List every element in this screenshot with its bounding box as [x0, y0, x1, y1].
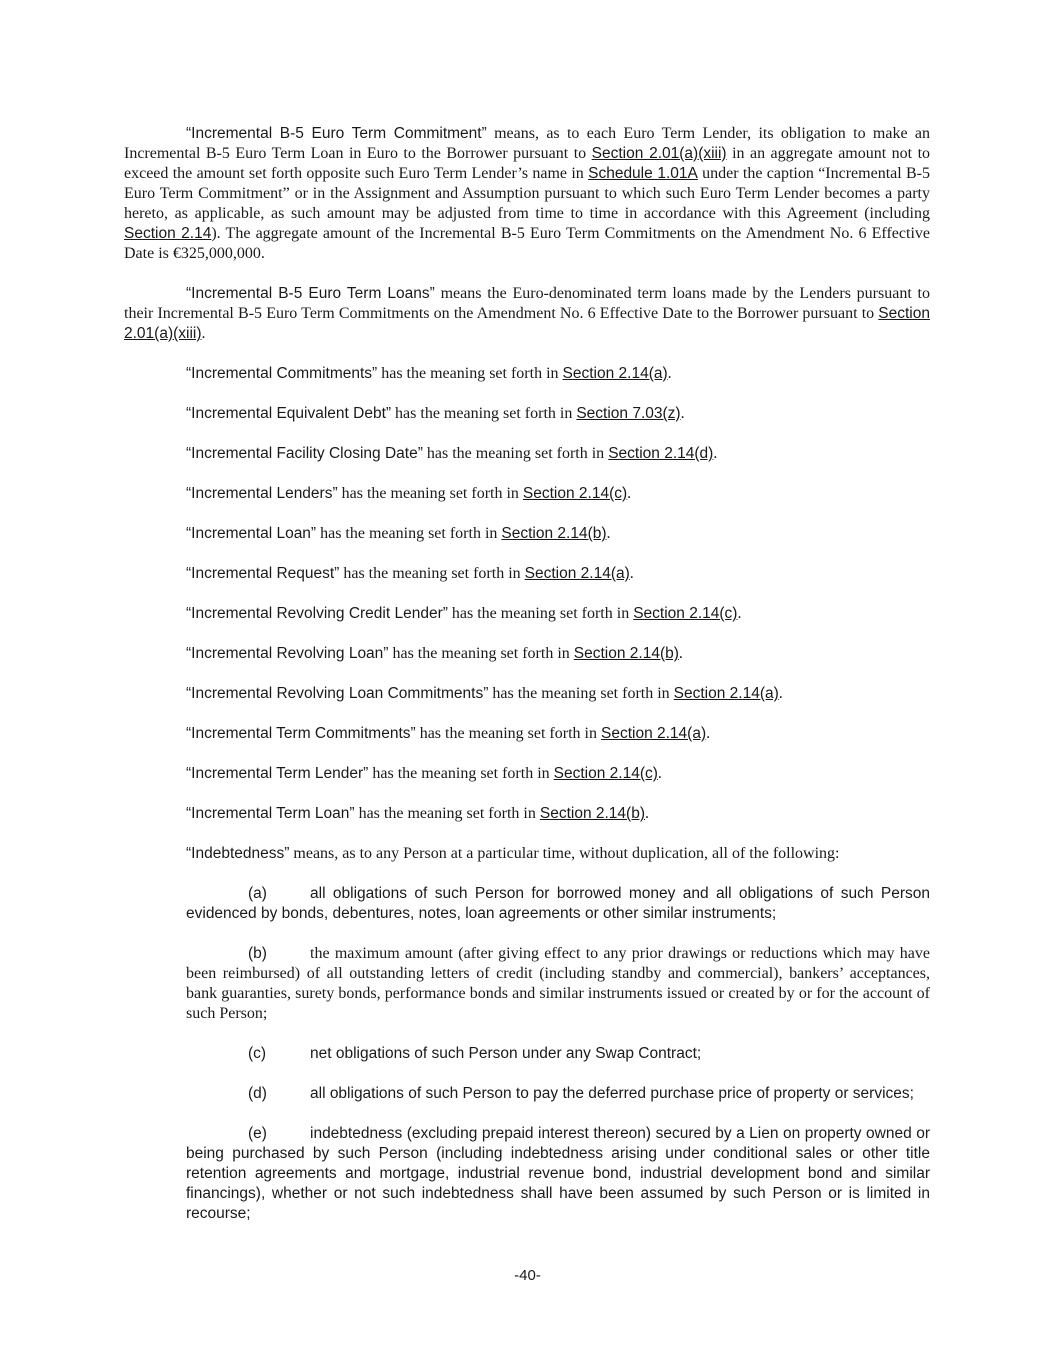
- clause-label: (b): [248, 945, 267, 962]
- clause-text: all obligations of such Person for borrowed money and all obligations of such Person evidenced by bonds, debentures, notes, loan agreements or other similar instruments;: [186, 885, 930, 922]
- defined-term: “Incremental B-5 Euro Term Loans”: [186, 285, 435, 302]
- defined-term: “Incremental B-5 Euro Term Commitment”: [186, 125, 487, 142]
- definition-paragraph: [124, 484, 930, 504]
- definition-text: has the meaning set forth in: [388, 645, 574, 662]
- defined-term: “Incremental Equivalent Debt”: [186, 405, 392, 422]
- defined-term: “Incremental Term Commitments”: [186, 725, 416, 742]
- section-reference-link[interactable]: Section 2.14(c): [633, 605, 738, 622]
- section-reference-link[interactable]: Section 2.14(a): [673, 685, 779, 702]
- section-reference-link[interactable]: Section 2.14(c): [553, 765, 658, 782]
- definition-paragraph: [124, 644, 930, 664]
- definition-text: has the meaning set forth in: [354, 805, 540, 822]
- clause-label: (c): [248, 1045, 267, 1062]
- definition-text: means the Euro-denominated term loans made by the Lenders pursuant to their Incremental B-5 Euro Term Commitments on the Amendment No. 6 Effective Date to the Borrower pursuant to: [124, 285, 930, 322]
- clause-label: (e): [248, 1125, 267, 1142]
- definition-text: .: [644, 805, 649, 822]
- defined-term: “Incremental Facility Closing Date”: [186, 445, 423, 462]
- definition-text: ). The aggregate amount of the Incremental B-5 Euro Term Commitments on the Amendment No. 6 Effective Date is €325,000,000.: [124, 225, 930, 262]
- definition-paragraph: [124, 844, 930, 864]
- definition-paragraph: [124, 724, 930, 744]
- page-number: -40-: [514, 1267, 541, 1284]
- section-reference-link[interactable]: Section 2.14(b): [539, 805, 645, 822]
- clause-e: [186, 1124, 930, 1224]
- section-reference-link[interactable]: Section 2.14(a): [600, 725, 707, 742]
- definition-text: .: [606, 525, 611, 542]
- definition-text: .: [657, 765, 662, 782]
- definition-text: .: [737, 605, 742, 622]
- definition-text: has the meaning set forth in: [391, 405, 577, 422]
- definition-paragraph: [124, 284, 930, 344]
- definition-text: has the meaning set forth in: [488, 685, 674, 702]
- definition-text: .: [201, 325, 206, 342]
- clause-label: (a): [248, 885, 267, 902]
- defined-term: “Incremental Term Lender”: [186, 765, 369, 782]
- defined-term: “Incremental Revolving Loan”: [186, 645, 389, 662]
- defined-term: “Incremental Revolving Credit Lender”: [186, 605, 448, 622]
- definition-text: .: [706, 725, 711, 742]
- definition-text: .: [713, 445, 718, 462]
- page-content: [124, 124, 930, 1244]
- clause-a: [186, 884, 930, 924]
- clause-label: (d): [248, 1085, 267, 1102]
- defined-term: “Incremental Term Loan”: [186, 805, 355, 822]
- clause-c: [186, 1044, 930, 1064]
- clause-d: [186, 1084, 930, 1104]
- definition-text: .: [629, 565, 634, 582]
- section-reference-link[interactable]: Section 2.01(a)(xiii): [591, 145, 727, 162]
- section-reference-link[interactable]: Section 7.03(z): [576, 405, 681, 422]
- definition-text: in an aggregate amount not to exceed the amount set forth opposite such Euro Term Lender’s name in: [124, 145, 931, 182]
- defined-term: “Incremental Loan”: [186, 525, 317, 542]
- definition-text: under the caption “Incremental B-5 Euro Term Commitment” or in the Assignment and Assumption pursuant to which such Euro Term Lender becomes a party hereto, as applicable, as such amount may be adjusted from time to time in accordance with this Agreement (including: [124, 165, 930, 222]
- definition-text: has the meaning set forth in: [422, 445, 609, 462]
- definition-text: .: [778, 685, 783, 702]
- section-reference-link[interactable]: Section 2.14(a): [524, 565, 630, 582]
- definition-paragraph: [124, 444, 930, 464]
- section-reference-link[interactable]: Section 2.14(b): [573, 645, 679, 662]
- section-reference-link[interactable]: Section 2.14(b): [501, 525, 607, 542]
- definition-text: has the meaning set forth in: [377, 365, 563, 382]
- section-reference-link[interactable]: Section 2.01(a)(xiii): [124, 305, 930, 342]
- clause-text: all obligations of such Person to pay the deferred purchase price of property or services;: [310, 1085, 914, 1102]
- clause-text: the maximum amount (after giving effect to any prior drawings or reductions which may have been reimbursed) of all outstanding letters of credit (including standby and commercial), bankers’ acceptances, bank guaranties, surety bonds, performance bonds and similar instruments issued or created by or for the account of such Person;: [186, 945, 930, 1022]
- definition-text: has the meaning set forth in: [339, 565, 525, 582]
- definition-paragraph: [124, 404, 930, 424]
- definition-paragraph: [124, 524, 930, 544]
- clause-text: indebtedness (excluding prepaid interest thereon) secured by a Lien on property owned or being purchased by such Person (including indebtedness arising under conditional sales or other title retention agreements and mortgage, industrial revenue bond, industrial development bond and similar financings), whether or not such indebtedness shall have been assumed by such Person or is limited in recourse;: [186, 1125, 930, 1222]
- definition-text: .: [627, 485, 632, 502]
- definition-text: means, as to any Person at a particular time, without duplication, all of the following:: [289, 845, 840, 862]
- definition-paragraph: [124, 564, 930, 584]
- definition-text: .: [667, 365, 672, 382]
- defined-term: “Incremental Commitments”: [186, 365, 378, 382]
- section-reference-link[interactable]: Section 2.14(c): [522, 485, 628, 502]
- definition-text: .: [678, 645, 683, 662]
- definition-paragraph: [124, 604, 930, 624]
- definition-text: .: [680, 405, 685, 422]
- section-reference-link[interactable]: Section 2.14(a): [562, 365, 668, 382]
- definition-paragraph: [124, 124, 930, 264]
- definition-paragraph: [124, 684, 930, 704]
- schedule-reference-link[interactable]: Schedule 1.01A: [588, 165, 698, 182]
- definition-text: has the meaning set forth in: [415, 725, 601, 742]
- definition-text: has the meaning set forth in: [337, 485, 523, 502]
- defined-term: “Incremental Lenders”: [186, 485, 338, 502]
- definition-text: has the meaning set forth in: [316, 525, 502, 542]
- definition-text: means, as to each Euro Term Lender, its obligation to make an Incremental B-5 Euro Term Loan in Euro to the Borrower pursuant to: [124, 125, 930, 162]
- defined-term: “Incremental Request”: [186, 565, 340, 582]
- clause-b: [186, 944, 930, 1024]
- section-reference-link[interactable]: Section 2.14: [124, 225, 212, 242]
- definition-paragraph: [124, 804, 930, 824]
- definition-text: has the meaning set forth in: [368, 765, 554, 782]
- defined-term: “Indebtedness”: [186, 845, 290, 862]
- definition-paragraph: [124, 764, 930, 784]
- clause-text: net obligations of such Person under any Swap Contract;: [310, 1045, 702, 1062]
- definition-paragraph: [124, 364, 930, 384]
- definition-text: has the meaning set forth in: [447, 605, 634, 622]
- section-reference-link[interactable]: Section 2.14(d): [608, 445, 714, 462]
- defined-term: “Incremental Revolving Loan Commitments”: [186, 685, 489, 702]
